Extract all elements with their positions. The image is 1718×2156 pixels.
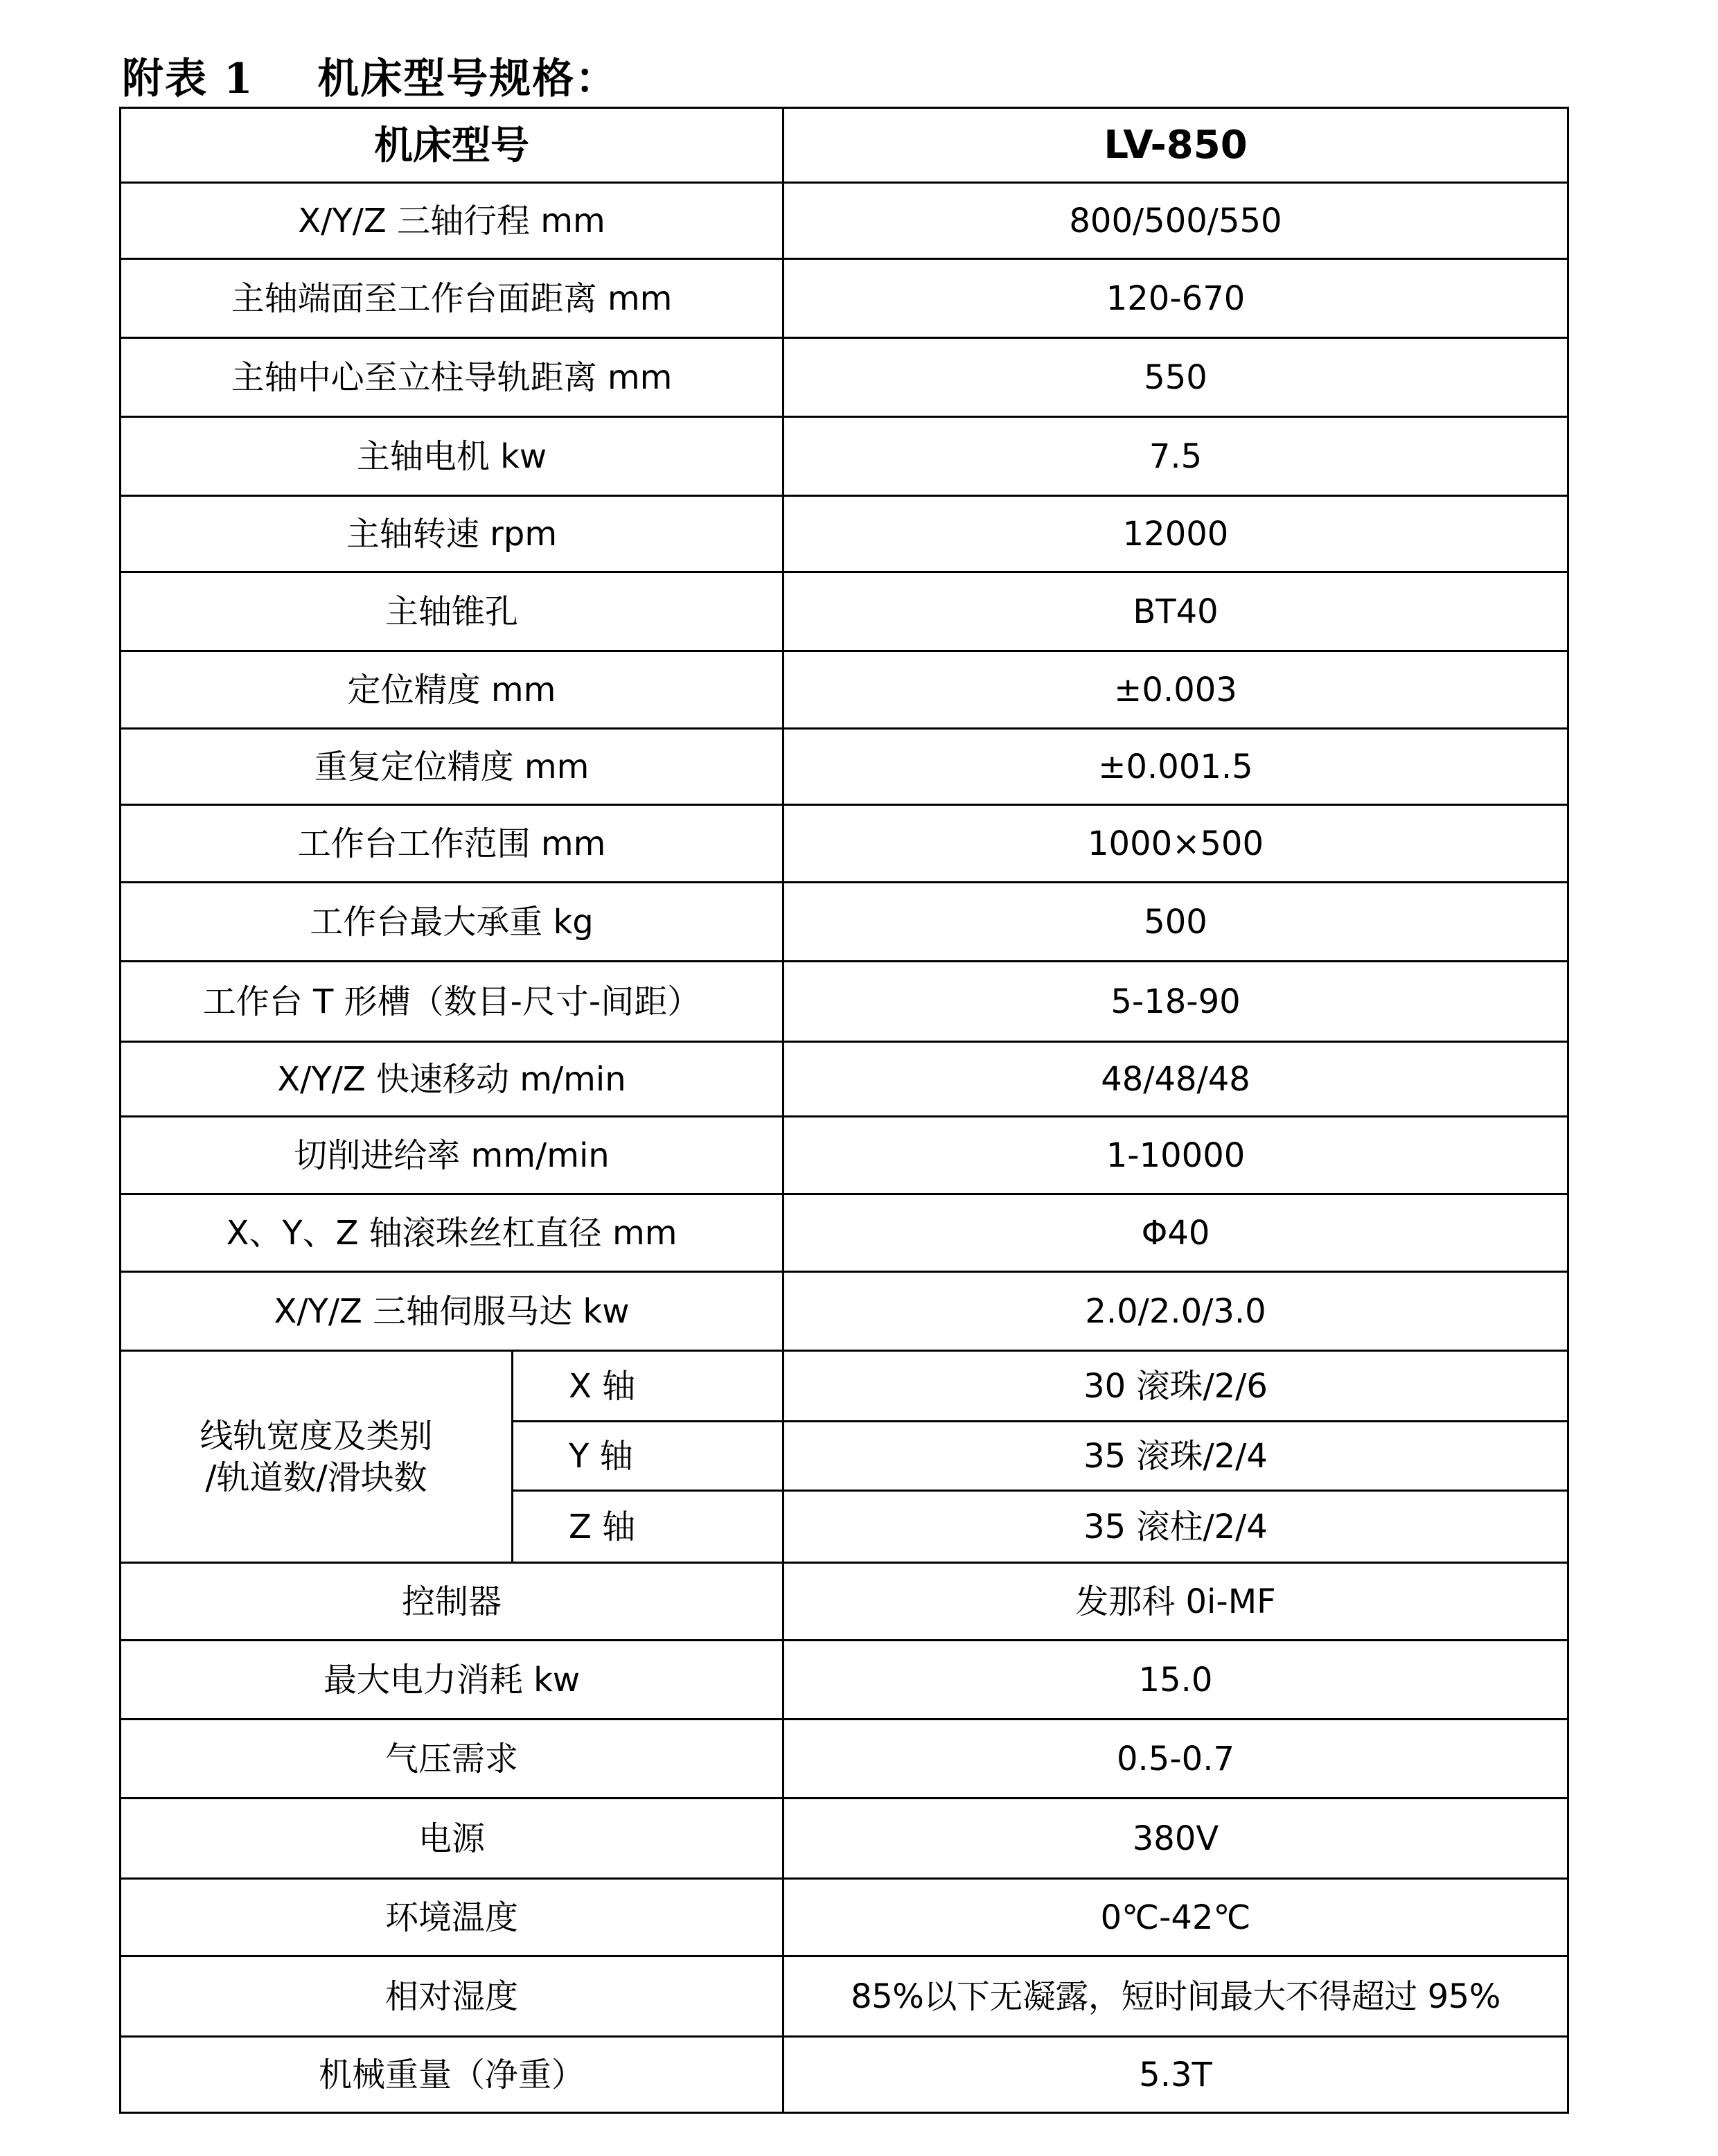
table-row [121, 1194, 1568, 1272]
table-row [121, 1641, 1568, 1720]
spec-label: X/Y/Z 快速移动 m/min [121, 1042, 783, 1117]
rail-group-label [121, 1351, 513, 1563]
table-row [121, 1042, 1568, 1117]
spec-label: 主轴端面至工作台面距离 mm [121, 259, 783, 338]
spec-value: 0℃-42℃ [783, 1879, 1568, 1956]
spec-label: 定位精度 mm [121, 651, 783, 729]
spec-value: ±0.003 [783, 651, 1568, 729]
spec-label: 电源 [121, 1799, 783, 1879]
spec-label: 控制器 [121, 1563, 783, 1641]
spec-value: 发那科 0i-MF [783, 1563, 1568, 1641]
spec-value: 15.0 [783, 1641, 1568, 1720]
spec-value: 0.5-0.7 [783, 1720, 1568, 1799]
table-row [121, 1879, 1568, 1956]
table-row [121, 1563, 1568, 1641]
spec-label: 机械重量（净重） [121, 2037, 783, 2113]
spec-value: ±0.001.5 [783, 729, 1568, 805]
header-label-cell: 机床型号 [121, 108, 783, 183]
spec-label: 主轴转速 rpm [121, 496, 783, 572]
spec-label: 主轴电机 kw [121, 417, 783, 496]
table-row [121, 1117, 1568, 1194]
rail-axis-x: X 轴 [513, 1351, 783, 1422]
table-row [121, 183, 1568, 259]
spec-value: 85%以下无凝露，短时间最大不得超过 95% [783, 1956, 1568, 2037]
rail-value-y: 35 滚珠/2/4 [783, 1422, 1568, 1491]
table-row [121, 651, 1568, 729]
spec-label: 切削进给率 mm/min [121, 1117, 783, 1194]
spec-value: 550 [783, 338, 1568, 417]
table-row [121, 883, 1568, 962]
table-row [121, 496, 1568, 572]
spec-value: 5.3T [783, 2037, 1568, 2113]
spec-value: 1-10000 [783, 1117, 1568, 1194]
spec-value: 500 [783, 883, 1568, 962]
spec-label: 主轴中心至立柱导轨距离 mm [121, 338, 783, 417]
table-row [121, 729, 1568, 805]
table-row [121, 338, 1568, 417]
spec-label: 最大电力消耗 kw [121, 1641, 783, 1720]
rail-group-label-line1: 线轨宽度及类别 [200, 1416, 433, 1456]
spec-label: 工作台工作范围 mm [121, 805, 783, 883]
table-row [121, 1799, 1568, 1879]
spec-value: 7.5 [783, 417, 1568, 496]
table-row [121, 962, 1568, 1042]
rail-value-z: 35 滚柱/2/4 [783, 1491, 1568, 1563]
spec-label: X、Y、Z 轴滚珠丝杠直径 mm [121, 1194, 783, 1272]
rail-axis-z: Z 轴 [513, 1491, 783, 1563]
table-row [121, 2037, 1568, 2113]
table-row [121, 1956, 1568, 2037]
rail-axis-y: Y 轴 [513, 1422, 783, 1491]
spec-label: X/Y/Z 三轴行程 mm [121, 183, 783, 259]
table-row [121, 805, 1568, 883]
spec-label: 主轴锥孔 [121, 572, 783, 651]
rail-group-label-line2: /轨道数/滑块数 [205, 1458, 427, 1497]
rail-value-x: 30 滚珠/2/6 [783, 1351, 1568, 1422]
table-row [121, 1720, 1568, 1799]
header-value-cell: LV-850 [783, 108, 1568, 183]
spec-value: Φ40 [783, 1194, 1568, 1272]
spec-label: 工作台 T 形槽（数目-尺寸-间距） [121, 962, 783, 1042]
spec-value: 2.0/2.0/3.0 [783, 1272, 1568, 1351]
page-title: 附表 1 机床型号规格： [122, 55, 619, 103]
spec-value: 380V [783, 1799, 1568, 1879]
spec-label: 相对湿度 [121, 1956, 783, 2037]
table-header-row [121, 108, 1568, 183]
spec-value: BT40 [783, 572, 1568, 651]
spec-table [119, 107, 1569, 2114]
spec-label: X/Y/Z 三轴伺服马达 kw [121, 1272, 783, 1351]
table-row [121, 572, 1568, 651]
spec-value: 48/48/48 [783, 1042, 1568, 1117]
spec-label: 重复定位精度 mm [121, 729, 783, 805]
spec-value: 800/500/550 [783, 183, 1568, 259]
spec-label: 环境温度 [121, 1879, 783, 1956]
spec-value: 12000 [783, 496, 1568, 572]
table-row [121, 417, 1568, 496]
spec-label: 工作台最大承重 kg [121, 883, 783, 962]
table-row [121, 1272, 1568, 1351]
spec-value: 1000×500 [783, 805, 1568, 883]
spec-value: 5-18-90 [783, 962, 1568, 1042]
table-row [121, 259, 1568, 338]
rail-row [121, 1351, 1568, 1422]
spec-label: 气压需求 [121, 1720, 783, 1799]
spec-value: 120-670 [783, 259, 1568, 338]
